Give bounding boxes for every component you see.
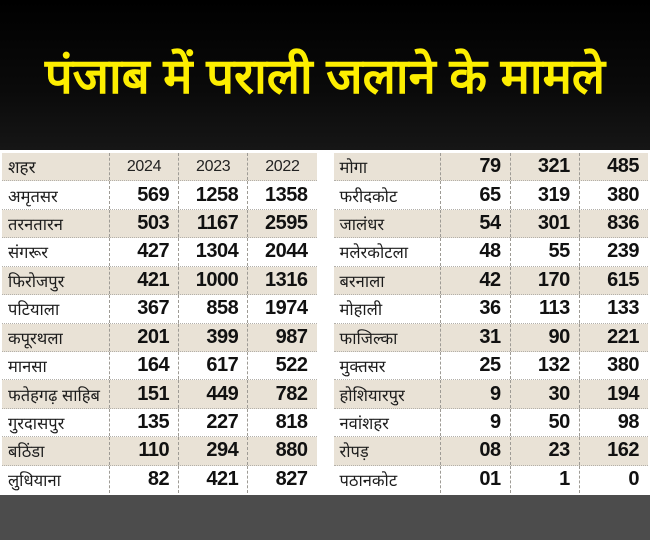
value-cell: 818 bbox=[247, 409, 316, 436]
value-cell: 201 bbox=[109, 324, 178, 351]
value-cell: 380 bbox=[579, 181, 648, 208]
value-cell: 427 bbox=[109, 238, 178, 265]
table-row bbox=[2, 324, 317, 352]
table-row bbox=[334, 295, 649, 323]
table-row bbox=[334, 466, 649, 493]
value-cell: 98 bbox=[579, 409, 648, 436]
value-cell: 399 bbox=[178, 324, 247, 351]
value-cell: 133 bbox=[579, 295, 648, 322]
value-cell: 2044 bbox=[247, 238, 316, 265]
page-title: पंजाब में पराली जलाने के मामले bbox=[44, 50, 606, 105]
city-cell: पटियाला bbox=[8, 301, 60, 320]
value-cell: 162 bbox=[579, 437, 648, 464]
table-row bbox=[334, 210, 649, 238]
top-banner bbox=[0, 0, 650, 150]
value-cell: 113 bbox=[510, 295, 579, 322]
value-cell: 367 bbox=[109, 295, 178, 322]
value-cell: 30 bbox=[510, 380, 579, 407]
value-cell: 503 bbox=[109, 210, 178, 237]
value-cell: 110 bbox=[109, 437, 178, 464]
value-cell: 782 bbox=[247, 380, 316, 407]
table-row bbox=[334, 437, 649, 465]
city-cell: अमृतसर bbox=[8, 187, 58, 206]
year-column-header: 2024 bbox=[109, 153, 178, 180]
value-cell: 82 bbox=[109, 466, 178, 493]
table-row bbox=[2, 466, 317, 493]
value-cell: 617 bbox=[178, 352, 247, 379]
city-cell: मोगा bbox=[339, 159, 368, 178]
city-cell: तरनतारन bbox=[8, 216, 63, 235]
table-row bbox=[2, 437, 317, 465]
value-cell: 1258 bbox=[178, 181, 247, 208]
city-cell: फिरोजपुर bbox=[8, 272, 65, 291]
city-cell: जालंधर bbox=[339, 216, 385, 235]
value-cell: 615 bbox=[579, 267, 648, 294]
table-row bbox=[334, 380, 649, 408]
table-row bbox=[334, 181, 649, 209]
table-row bbox=[2, 181, 317, 209]
value-cell: 42 bbox=[440, 267, 509, 294]
value-cell: 08 bbox=[440, 437, 509, 464]
value-cell: 1000 bbox=[178, 267, 247, 294]
city-cell: फाजिल्का bbox=[339, 329, 398, 348]
city-cell: कपूरथला bbox=[8, 329, 63, 348]
value-cell: 9 bbox=[440, 380, 509, 407]
value-cell: 1316 bbox=[247, 267, 316, 294]
value-cell: 294 bbox=[178, 437, 247, 464]
city-cell: लुधियाना bbox=[8, 471, 61, 490]
city-cell: मलेरकोटला bbox=[339, 244, 409, 263]
value-cell: 569 bbox=[109, 181, 178, 208]
table-row bbox=[2, 238, 317, 266]
value-cell: 164 bbox=[109, 352, 178, 379]
value-cell: 301 bbox=[510, 210, 579, 237]
value-cell: 421 bbox=[178, 466, 247, 493]
city-cell: रोपड़ bbox=[339, 443, 369, 462]
value-cell: 987 bbox=[247, 324, 316, 351]
table-row bbox=[334, 238, 649, 266]
year-column-header: 2022 bbox=[247, 153, 316, 180]
value-cell: 25 bbox=[440, 352, 509, 379]
table-row bbox=[334, 153, 649, 181]
left-table bbox=[2, 153, 317, 493]
value-cell: 836 bbox=[579, 210, 648, 237]
table-row bbox=[334, 352, 649, 380]
value-cell: 65 bbox=[440, 181, 509, 208]
city-cell: संगरूर bbox=[8, 244, 49, 263]
value-cell: 9 bbox=[440, 409, 509, 436]
table-row bbox=[2, 352, 317, 380]
value-cell: 380 bbox=[579, 352, 648, 379]
city-cell: बठिंडा bbox=[8, 443, 45, 462]
table-header-row bbox=[2, 153, 317, 181]
city-cell: फतेहगढ़ साहिब bbox=[8, 386, 100, 405]
city-cell: पठानकोट bbox=[339, 471, 398, 490]
table-row bbox=[2, 295, 317, 323]
value-cell: 170 bbox=[510, 267, 579, 294]
table-row bbox=[2, 380, 317, 408]
value-cell: 485 bbox=[579, 153, 648, 180]
table-row bbox=[2, 409, 317, 437]
value-cell: 23 bbox=[510, 437, 579, 464]
table-row bbox=[334, 324, 649, 352]
table-row bbox=[334, 409, 649, 437]
table-row bbox=[334, 267, 649, 295]
value-cell: 319 bbox=[510, 181, 579, 208]
value-cell: 858 bbox=[178, 295, 247, 322]
value-cell: 449 bbox=[178, 380, 247, 407]
value-cell: 0 bbox=[579, 466, 648, 493]
city-cell: फरीदकोट bbox=[339, 187, 398, 206]
value-cell: 31 bbox=[440, 324, 509, 351]
city-cell: मुक्तसर bbox=[339, 358, 386, 377]
value-cell: 55 bbox=[510, 238, 579, 265]
city-cell: नवांशहर bbox=[339, 415, 389, 433]
value-cell: 135 bbox=[109, 409, 178, 436]
tables-section bbox=[0, 150, 650, 495]
bottom-bar bbox=[0, 495, 650, 540]
value-cell: 1 bbox=[510, 466, 579, 493]
value-cell: 54 bbox=[440, 210, 509, 237]
city-cell: गुरदासपुर bbox=[8, 415, 65, 433]
year-column-header: 2023 bbox=[178, 153, 247, 180]
value-cell: 1358 bbox=[247, 181, 316, 208]
value-cell: 880 bbox=[247, 437, 316, 464]
value-cell: 48 bbox=[440, 238, 509, 265]
value-cell: 36 bbox=[440, 295, 509, 322]
right-table bbox=[334, 153, 649, 493]
value-cell: 522 bbox=[247, 352, 316, 379]
table-row bbox=[2, 210, 317, 238]
value-cell: 151 bbox=[109, 380, 178, 407]
value-cell: 1974 bbox=[247, 295, 316, 322]
value-cell: 90 bbox=[510, 324, 579, 351]
city-column-header: शहर bbox=[8, 158, 36, 178]
value-cell: 421 bbox=[109, 267, 178, 294]
value-cell: 50 bbox=[510, 409, 579, 436]
value-cell: 239 bbox=[579, 238, 648, 265]
value-cell: 227 bbox=[178, 409, 247, 436]
value-cell: 1167 bbox=[178, 210, 247, 237]
city-cell: बरनाला bbox=[339, 272, 385, 291]
value-cell: 01 bbox=[440, 466, 509, 493]
value-cell: 1304 bbox=[178, 238, 247, 265]
value-cell: 827 bbox=[247, 466, 316, 493]
value-cell: 221 bbox=[579, 324, 648, 351]
value-cell: 79 bbox=[440, 153, 509, 180]
value-cell: 132 bbox=[510, 352, 579, 379]
city-cell: मानसा bbox=[8, 358, 47, 377]
city-cell: मोहाली bbox=[339, 301, 383, 320]
value-cell: 321 bbox=[510, 153, 579, 180]
city-cell: होशियारपुर bbox=[339, 386, 405, 405]
value-cell: 194 bbox=[579, 380, 648, 407]
value-cell: 2595 bbox=[247, 210, 316, 237]
table-row bbox=[2, 267, 317, 295]
